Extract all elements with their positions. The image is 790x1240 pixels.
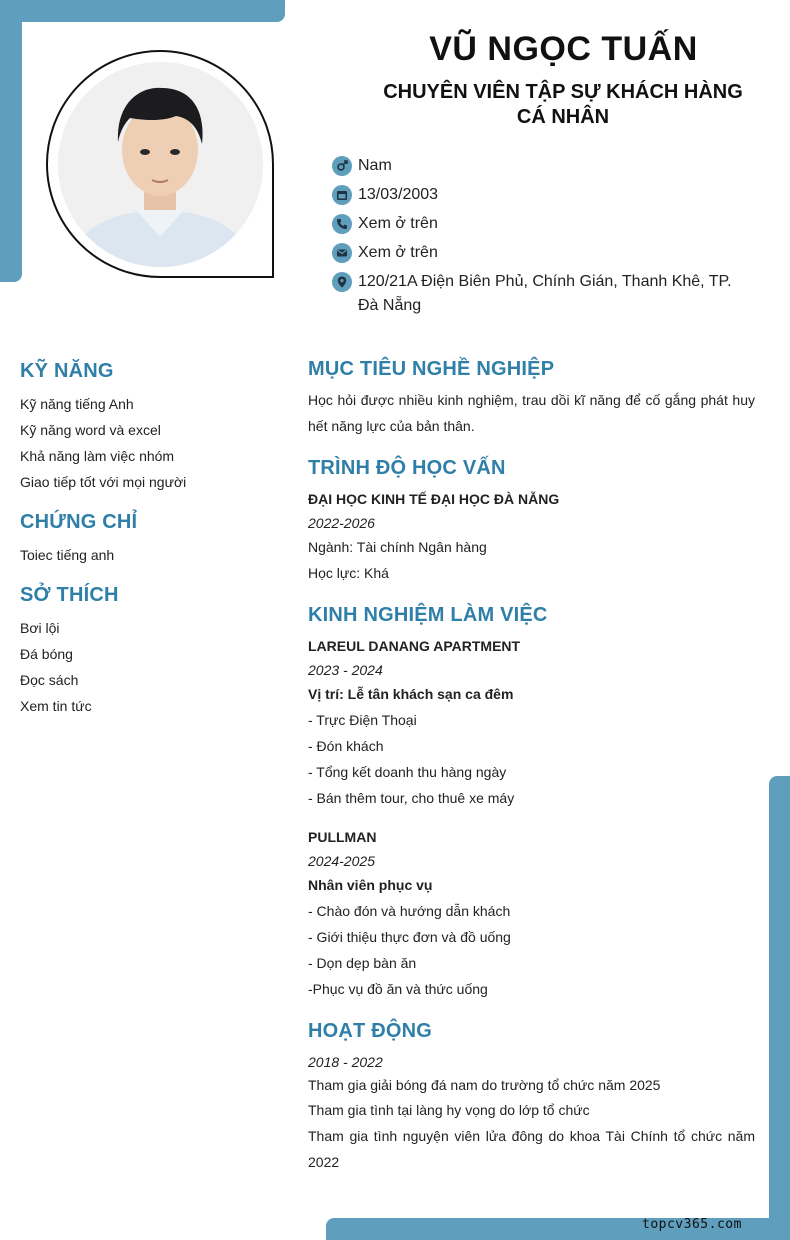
job-period: 2023 - 2024 — [308, 662, 383, 678]
candidate-name: VŨ NGỌC TUẤN — [429, 30, 698, 68]
education-school: ĐẠI HỌC KINH TẾ ĐẠI HỌC ĐÀ NẴNG — [308, 491, 560, 507]
job-title: CHUYÊN VIÊN TẬP SỰ KHÁCH HÀNG CÁ NHÂN — [383, 81, 743, 128]
skill-item: Kỹ năng tiếng Anh — [20, 396, 134, 412]
contact-gender — [332, 154, 752, 178]
job-task: - Bán thêm tour, cho thuê xe máy — [308, 790, 515, 806]
activities-period: 2018 - 2022 — [308, 1054, 383, 1070]
certificate-item: Toiec tiếng anh — [20, 547, 115, 563]
job-position: Nhân viên phục vụ — [308, 877, 433, 893]
location-icon — [332, 272, 352, 292]
activity-item: Tham gia giải bóng đá nam do trường tổ chức năm 2025 — [308, 1077, 661, 1093]
hobby-item: Đá bóng — [20, 646, 73, 662]
watermark-text: topcv365.com — [642, 1217, 742, 1232]
skill-item: Giao tiếp tốt với mọi người — [20, 474, 187, 490]
calendar-icon — [332, 185, 352, 205]
contact-email — [332, 241, 752, 265]
contact-phone — [332, 212, 752, 236]
job-task: -Phục vụ đồ ăn và thức uống — [308, 981, 488, 997]
contact-birthday — [332, 183, 752, 207]
gender-value: Nam — [358, 157, 392, 174]
objective-text: Học hỏi được nhiều kinh nghiệm, trau dồi kĩ năng để cố gắng phát huy hết năng lực của bản thân. — [308, 392, 755, 434]
job-position: Vị trí: Lễ tân khách sạn ca đêm — [308, 686, 514, 702]
gender-icon — [332, 156, 352, 176]
address-value: 120/21A Điện Biên Phủ, Chính Gián, Thanh Khê, TP. Đà Nẵng — [358, 273, 732, 314]
email-icon — [332, 243, 352, 263]
activity-item: Tham gia tình nguyện viên lửa đông do khoa Tài Chính tổ chức năm 2022 — [308, 1128, 755, 1170]
hobby-item: Bơi lội — [20, 620, 60, 636]
hobby-item: Đọc sách — [20, 672, 79, 688]
job-task: - Trực Điện Thoại — [308, 712, 417, 728]
contact-address — [332, 270, 752, 318]
phone-value: Xem ở trên — [358, 215, 438, 232]
skill-item: Khả năng làm việc nhóm — [20, 448, 175, 464]
education-heading: TRÌNH ĐỘ HỌC VẤN — [308, 457, 506, 479]
skill-item: Kỹ năng word và excel — [20, 422, 161, 438]
phone-icon — [332, 214, 352, 234]
hobbies-heading: SỞ THÍCH — [20, 584, 119, 606]
education-period: 2022-2026 — [308, 515, 375, 531]
activity-item: Tham gia tình tại làng hy vọng do lớp tổ chức — [308, 1102, 590, 1118]
profile-photo — [58, 62, 263, 267]
education-major: Ngành: Tài chính Ngân hàng — [308, 539, 487, 555]
decor-bar-top — [0, 0, 285, 22]
job-task: - Chào đón và hướng dẫn khách — [308, 903, 511, 919]
decor-bar-left — [0, 0, 22, 282]
skills-heading: KỸ NĂNG — [20, 360, 114, 382]
experience-heading: KINH NGHIỆM LÀM VIỆC — [308, 604, 548, 626]
job-company: PULLMAN — [308, 829, 377, 845]
job-task: - Tổng kết doanh thu hàng ngày — [308, 764, 507, 780]
activities-heading: HOẠT ĐỘNG — [308, 1020, 433, 1042]
job-task: - Đón khách — [308, 738, 384, 754]
job-period: 2024-2025 — [308, 853, 375, 869]
birthday-value: 13/03/2003 — [358, 186, 439, 203]
email-value: Xem ở trên — [358, 244, 438, 261]
job-task: - Dọn dẹp bàn ăn — [308, 955, 417, 971]
certificates-heading: CHỨNG CHỈ — [20, 511, 138, 533]
job-task: - Giới thiệu thực đơn và đồ uống — [308, 929, 511, 945]
objective-heading: MỤC TIÊU NGHỀ NGHIỆP — [308, 358, 555, 380]
hobby-item: Xem tin tức — [20, 698, 92, 714]
decor-bar-right — [769, 776, 790, 1240]
job-company: LAREUL DANANG APARTMENT — [308, 638, 521, 654]
education-rank: Học lực: Khá — [308, 565, 389, 581]
